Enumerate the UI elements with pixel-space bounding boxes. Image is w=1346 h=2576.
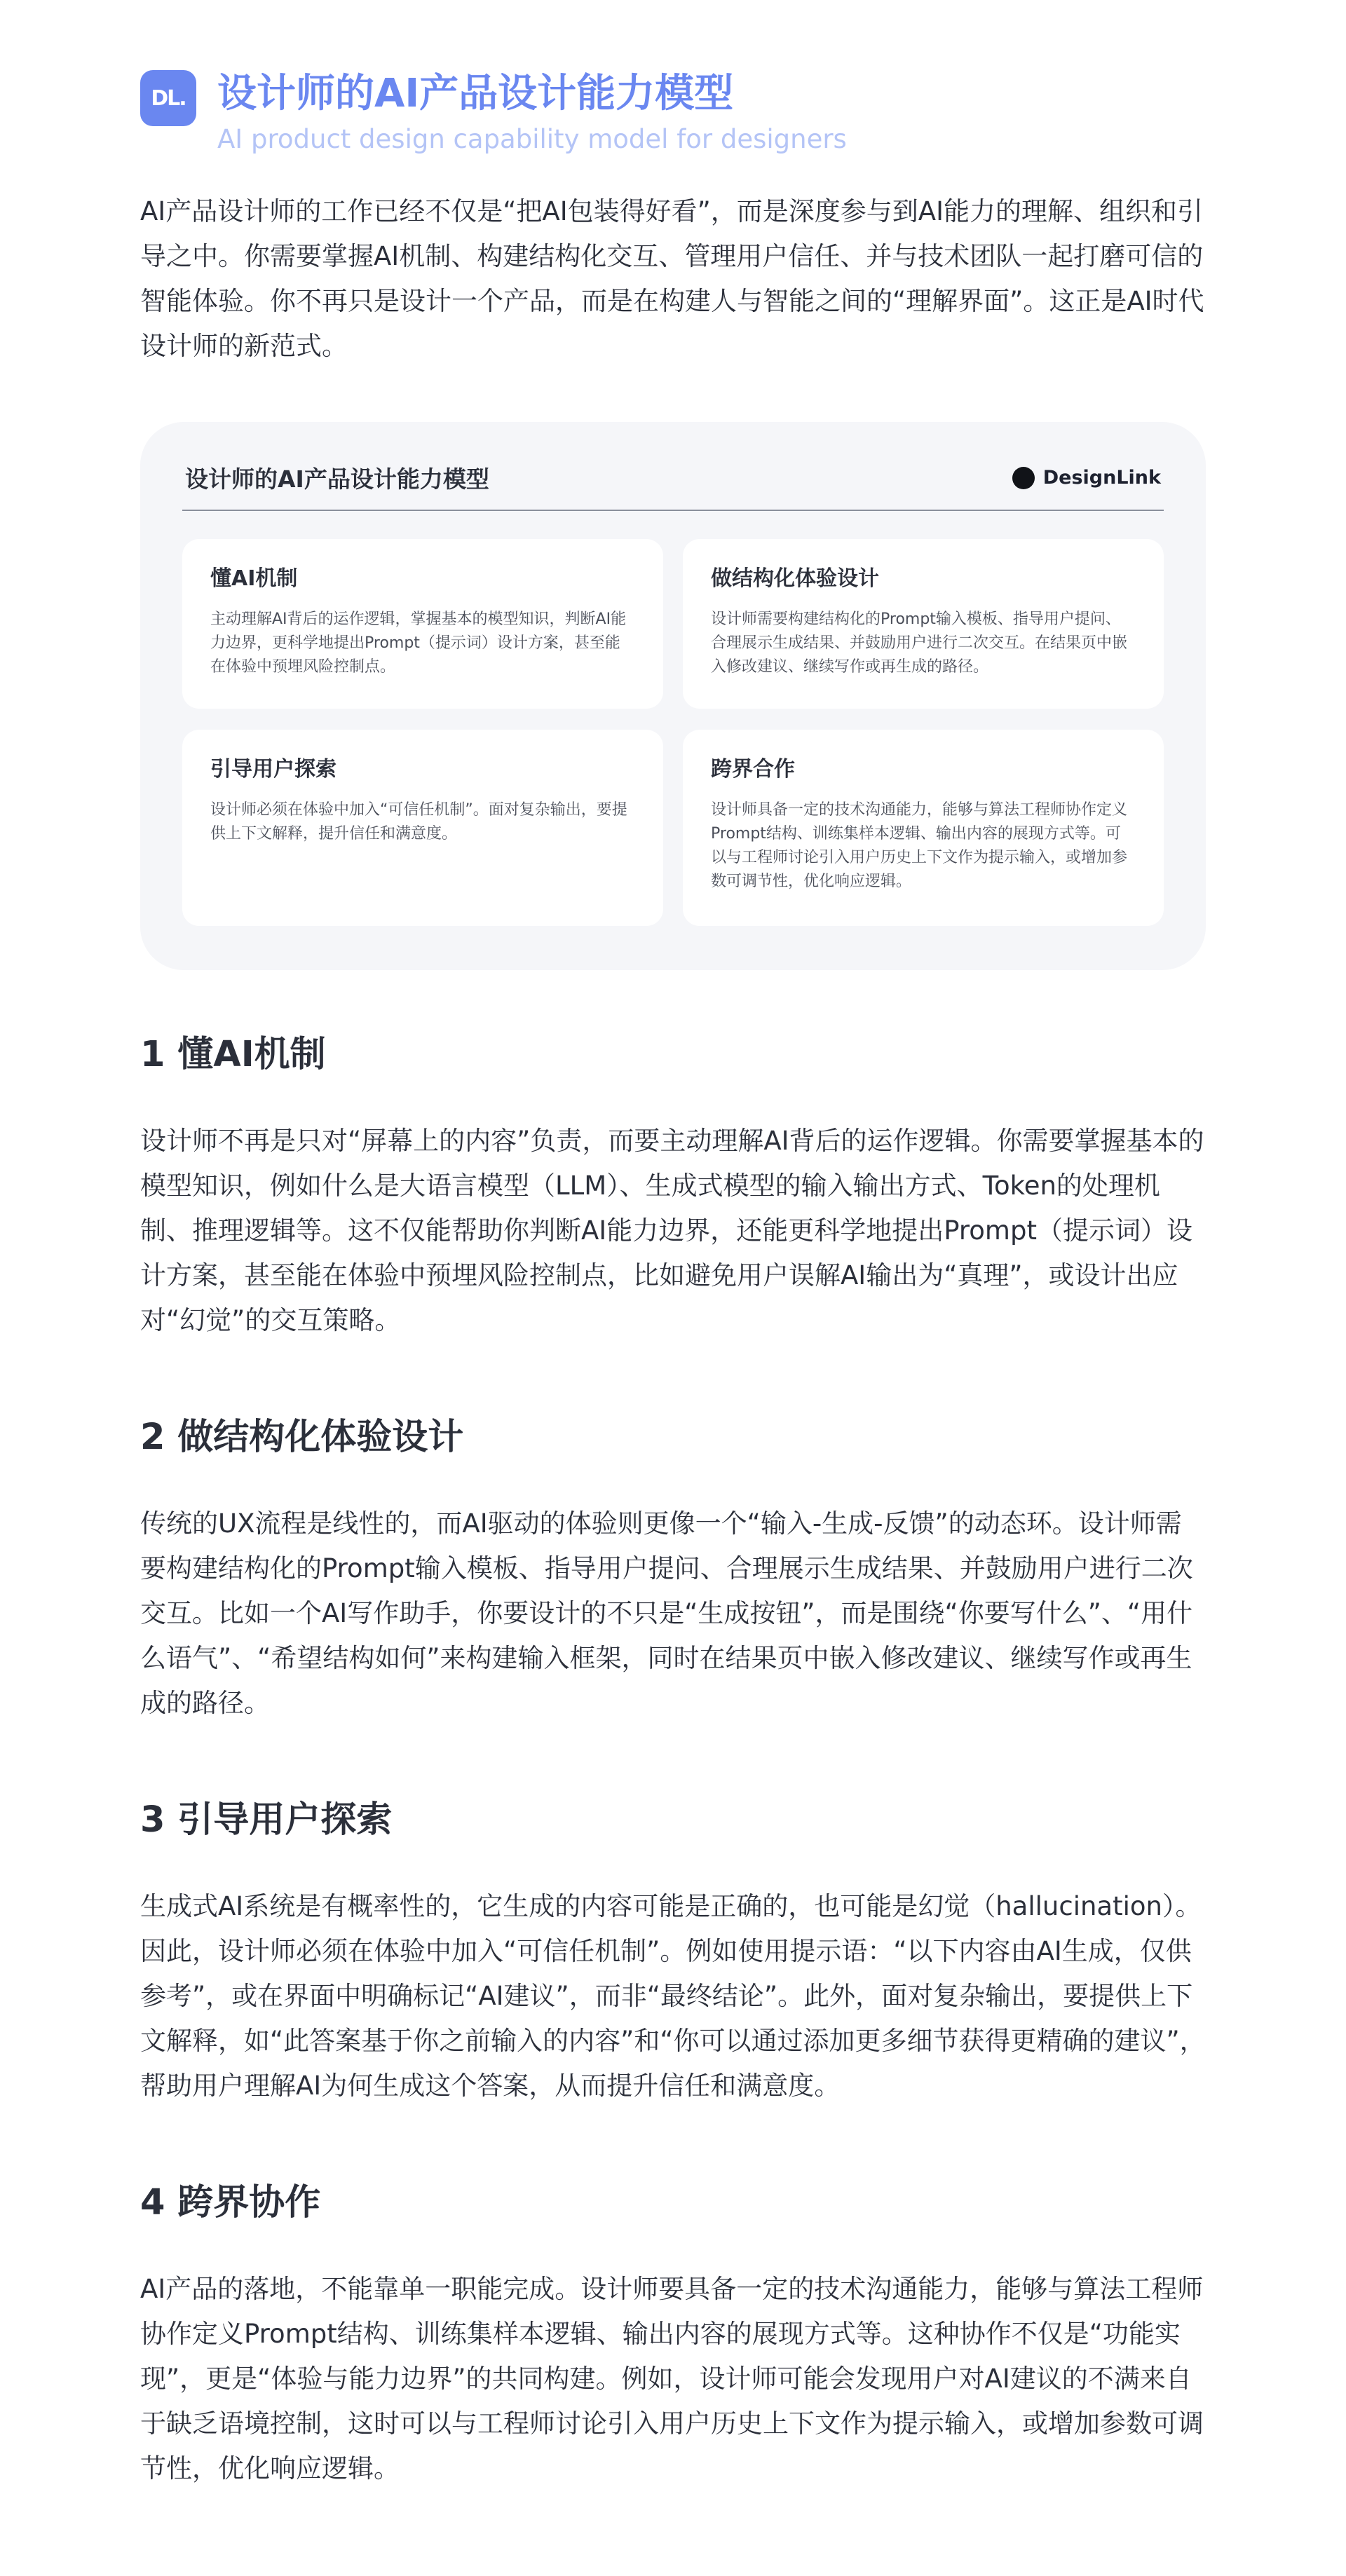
section-heading: 1 懂AI机制: [140, 1034, 326, 1075]
section-heading: 3 引导用户探索: [140, 1799, 393, 1841]
section-2: [140, 1413, 1206, 1726]
capability-title: 跨界合作: [711, 757, 795, 782]
designlink-logo: [140, 70, 196, 126]
capability-item: [182, 730, 663, 926]
section-body: 传统的UX流程是线性的，而AI驱动的体验则更像一个“输入-生成-反馈”的动态环。设计师需要构建结构化的Prompt输入模板、指导用户提问、合理展示生成结果、并鼓励用户进行二次交互。比如一个AI写作助手，你要设计的不只是“生成按钮”，而是围绕“你要写什么”、“用什么语气”、“希望结构如何”来构建输入框架，同时在结果页中嵌入修改建议、继续写作或再生成的路径。: [140, 1508, 1193, 1718]
intro-paragraph: AI产品设计师的工作已经不仅是“把AI包装得好看”，而是深度参与到AI能力的理解、组织和引导之中。你需要掌握AI机制、构建结构化交互、管理用户信任、并与技术团队一起打磨可信的智能体验。你不再只是设计一个产品，而是在构建人与智能之间的“理解界面”。这正是AI时代设计师的新范式。: [140, 196, 1204, 361]
section-body: AI产品的落地，不能靠单一职能完成。设计师要具备一定的技术沟通能力，能够与算法工程师协作定义Prompt结构、训练集样本逻辑、输出内容的展现方式等。这种协作不仅是“功能实现”，更是“体验与能力边界”的共同构建。例如，设计师可能会发现用户对AI建议的不满来自于缺乏语境控制，这时可以与工程师讨论引入用户历史上下文作为提示输入，或增加参数可调节性，优化响应逻辑。: [140, 2274, 1204, 2483]
brand-mark: [1012, 467, 1161, 489]
capability-grid: [182, 539, 1164, 926]
section-body: 设计师不再是只对“屏幕上的内容”负责，而要主动理解AI背后的运作逻辑。你需要掌握基本的模型知识，例如什么是大语言模型（LLM）、生成式模型的输入输出方式、Token的处理机制、推理逻辑等。这不仅能帮助你判断AI能力边界，还能更科学地提出Prompt（提示词）设计方案，甚至能在体验中预埋风险控制点，比如避免用户误解AI输出为“真理”，或设计出应对“幻觉”的交互策略。: [140, 1126, 1204, 1335]
capability-item: [182, 539, 663, 709]
capability-description: 设计师需要构建结构化的Prompt输入模板、指导用户提问、合理展示生成结果、并鼓励用户进行二次交互。在结果页中嵌入修改建议、继续写作或再生成的路径。: [711, 611, 1128, 676]
capability-title: 引导用户探索: [210, 757, 336, 782]
capability-title: 懂AI机制: [210, 566, 298, 591]
page-subtitle: AI product design capability model for designers: [217, 124, 847, 154]
capability-item: [683, 730, 1164, 926]
logo-text: DL.: [151, 86, 186, 111]
card-header: [182, 461, 1164, 511]
capability-model-card: [140, 422, 1206, 970]
section-1: [140, 1030, 1206, 1343]
section-heading: 4 跨界协作: [140, 2182, 321, 2223]
section-body: 生成式AI系统是有概率性的，它生成的内容可能是正确的，也可能是幻觉（hallucination）。因此，设计师必须在体验中加入“可信任机制”。例如使用提示语：“以下内容由AI生成，仅供参考”，或在界面中明确标记“AI建议”，而非“最终结论”。此外，面对复杂输出，要提供上下文解释，如“此答案基于你之前输入的内容”和“你可以通过添加更多细节获得更精确的建议”，帮助用户理解AI为何生成这个答案，从而提升信任和满意度。: [140, 1891, 1206, 2101]
title-block: [217, 67, 847, 157]
capability-description: 主动理解AI背后的运作逻辑，掌握基本的模型知识，判断AI能力边界，更科学地提出Prompt（提示词）设计方案，甚至能在体验中预埋风险控制点。: [210, 611, 627, 676]
article-header: [140, 0, 1206, 157]
capability-item: [683, 539, 1164, 709]
card-title: 设计师的AI产品设计能力模型: [185, 465, 489, 493]
section-3: [140, 1796, 1206, 2108]
brand-logo-icon: [1012, 467, 1035, 489]
capability-description: 设计师必须在体验中加入“可信任机制”。面对复杂输出，要提供上下文解释，提升信任和满意度。: [210, 801, 627, 843]
capability-title: 做结构化体验设计: [711, 566, 879, 591]
section-4: [140, 2179, 1206, 2491]
page-title: 设计师的AI产品设计能力模型: [217, 71, 734, 116]
capability-description: 设计师具备一定的技术沟通能力，能够与算法工程师协作定义Prompt结构、训练集样本逻辑、输出内容的展现方式等。可以与工程师讨论引入用户历史上下文作为提示输入，或增加参数可调节性，优化响应逻辑。: [711, 801, 1128, 890]
section-heading: 2 做结构化体验设计: [140, 1417, 464, 1458]
brand-name: DesignLink: [1042, 467, 1161, 489]
